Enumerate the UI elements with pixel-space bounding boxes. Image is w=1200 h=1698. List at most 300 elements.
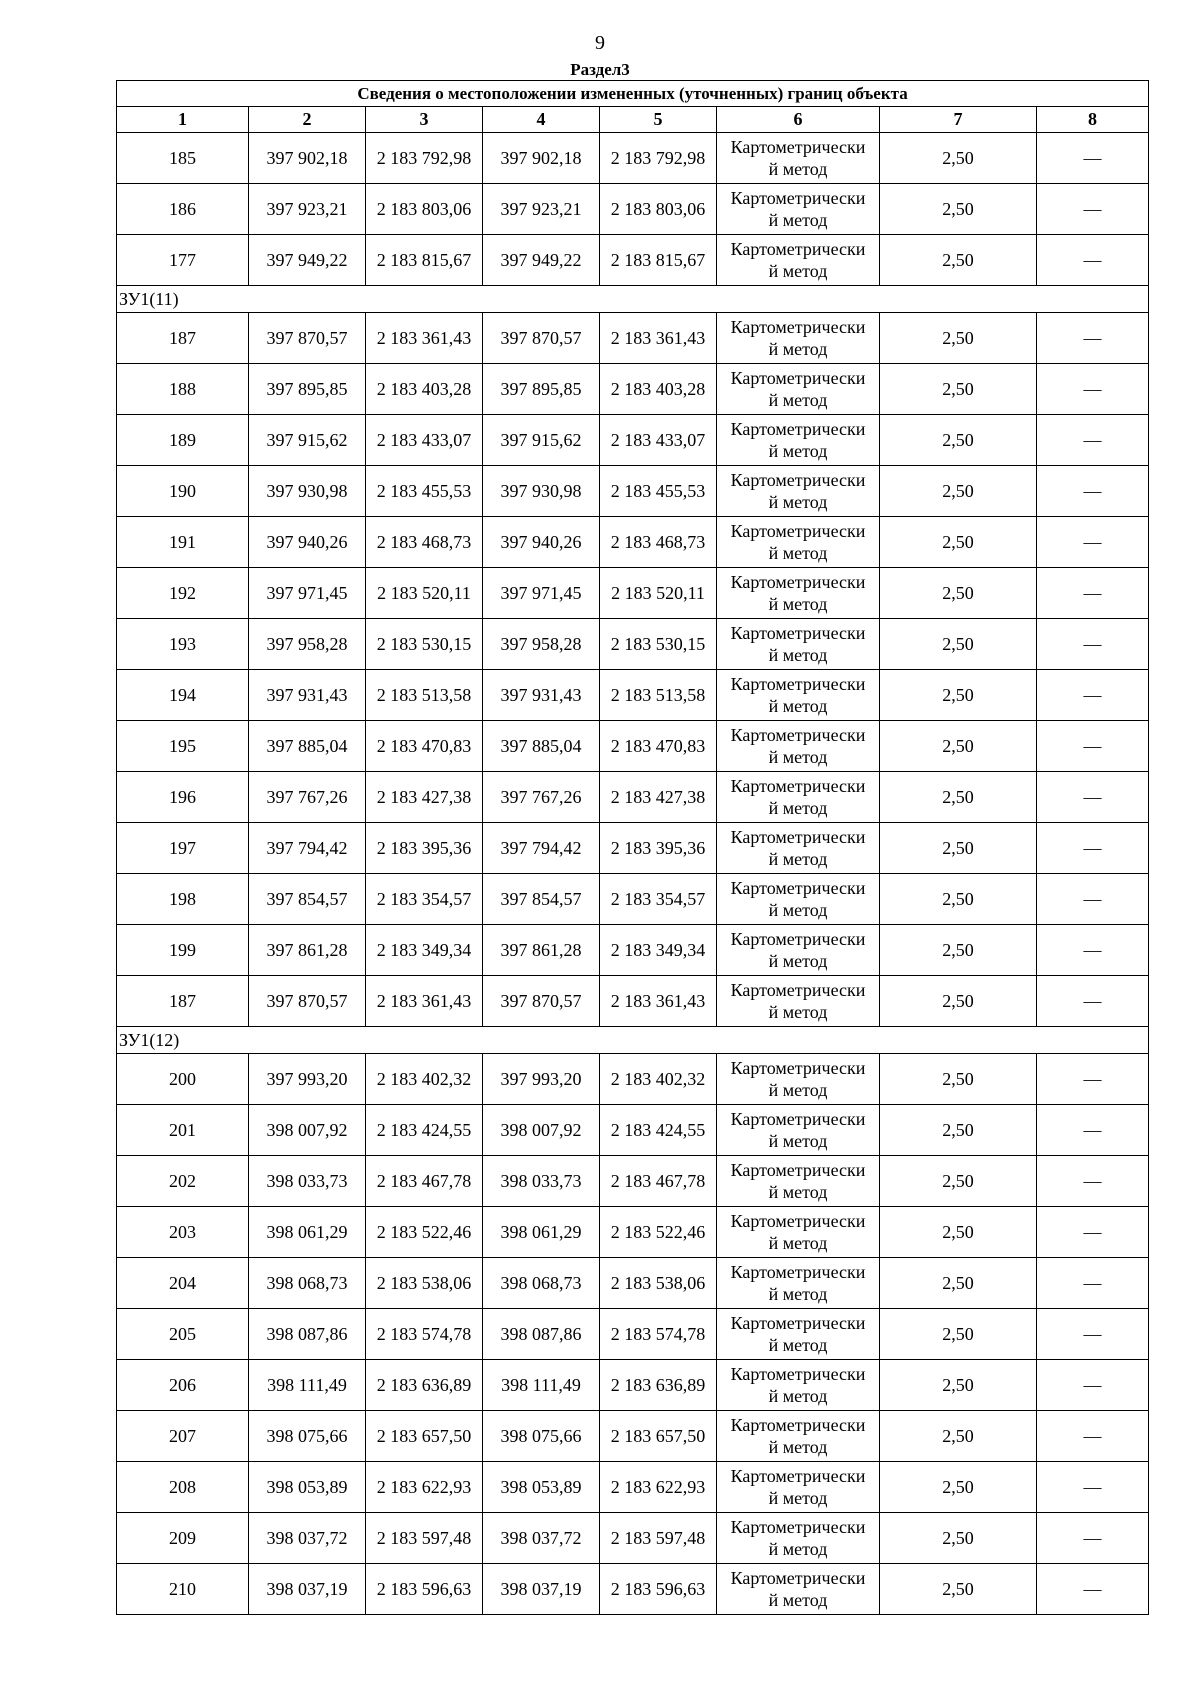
y-coord-cell: 2 183 470,83: [600, 721, 717, 772]
method-cell: [717, 1105, 880, 1156]
method-cell: [717, 1207, 880, 1258]
y-coord-cell: 2 183 636,89: [600, 1360, 717, 1411]
point-number-cell: 185: [117, 133, 249, 184]
method-line: й метод: [768, 390, 828, 410]
method-line: Картометрически: [730, 725, 866, 745]
y-coord-cell: 2 183 467,78: [366, 1156, 483, 1207]
x-coord-cell: 397 861,28: [483, 925, 600, 976]
method-cell: [717, 1411, 880, 1462]
y-coord-cell: 2 183 596,63: [600, 1564, 717, 1615]
method-cell: [717, 133, 880, 184]
method-line: Картометрически: [730, 368, 866, 388]
x-coord-cell: 397 895,85: [483, 364, 600, 415]
method-line: Картометрически: [730, 1466, 866, 1486]
point-number-cell: 195: [117, 721, 249, 772]
method-line: Картометрически: [730, 572, 866, 592]
y-coord-cell: 2 183 361,43: [600, 976, 717, 1027]
y-coord-cell: 2 183 395,36: [366, 823, 483, 874]
y-coord-cell: 2 183 402,32: [600, 1054, 717, 1105]
accuracy-cell: 2,50: [880, 1360, 1037, 1411]
column-header-5: 5: [600, 107, 717, 133]
x-coord-cell: 397 895,85: [249, 364, 366, 415]
x-coord-cell: 397 794,42: [249, 823, 366, 874]
method-line: й метод: [768, 1080, 828, 1100]
accuracy-cell: 2,50: [880, 133, 1037, 184]
y-coord-cell: 2 183 424,55: [600, 1105, 717, 1156]
method-line: Картометрически: [730, 980, 866, 1000]
description-cell: —: [1037, 1564, 1149, 1615]
x-coord-cell: 397 923,21: [483, 184, 600, 235]
point-number-cell: 187: [117, 313, 249, 364]
method-cell: [717, 721, 880, 772]
column-header-6: 6: [717, 107, 880, 133]
x-coord-cell: 398 007,92: [249, 1105, 366, 1156]
table-row: [117, 925, 1149, 976]
y-coord-cell: 2 183 522,46: [366, 1207, 483, 1258]
description-cell: —: [1037, 133, 1149, 184]
y-coord-cell: 2 183 513,58: [600, 670, 717, 721]
group-label: ЗУ1(11): [117, 286, 1149, 313]
description-cell: —: [1037, 1105, 1149, 1156]
method-line: й метод: [768, 441, 828, 461]
point-number-cell: 200: [117, 1054, 249, 1105]
accuracy-cell: 2,50: [880, 313, 1037, 364]
y-coord-cell: 2 183 522,46: [600, 1207, 717, 1258]
point-number-cell: 199: [117, 925, 249, 976]
description-cell: —: [1037, 1309, 1149, 1360]
x-coord-cell: 397 930,98: [249, 466, 366, 517]
method-line: й метод: [768, 1233, 828, 1253]
table-row: [117, 772, 1149, 823]
method-cell: [717, 1309, 880, 1360]
x-coord-cell: 397 993,20: [483, 1054, 600, 1105]
method-line: Картометрически: [730, 239, 866, 259]
method-line: й метод: [768, 1437, 828, 1457]
y-coord-cell: 2 183 622,93: [600, 1462, 717, 1513]
description-cell: —: [1037, 235, 1149, 286]
y-coord-cell: 2 183 455,53: [366, 466, 483, 517]
method-line: й метод: [768, 594, 828, 614]
accuracy-cell: 2,50: [880, 925, 1037, 976]
description-cell: —: [1037, 925, 1149, 976]
method-line: Картометрически: [730, 521, 866, 541]
method-cell: [717, 364, 880, 415]
accuracy-cell: 2,50: [880, 976, 1037, 1027]
boundary-coordinates-table: [116, 80, 1149, 1615]
x-coord-cell: 398 087,86: [483, 1309, 600, 1360]
method-line: Картометрически: [730, 188, 866, 208]
method-cell: [717, 1054, 880, 1105]
x-coord-cell: 398 037,72: [483, 1513, 600, 1564]
accuracy-cell: 2,50: [880, 772, 1037, 823]
group-label-row: [117, 286, 1149, 313]
y-coord-cell: 2 183 361,43: [366, 976, 483, 1027]
point-number-cell: 186: [117, 184, 249, 235]
accuracy-cell: 2,50: [880, 1258, 1037, 1309]
method-line: Картометрически: [730, 419, 866, 439]
y-coord-cell: 2 183 636,89: [366, 1360, 483, 1411]
method-cell: [717, 874, 880, 925]
accuracy-cell: 2,50: [880, 1054, 1037, 1105]
y-coord-cell: 2 183 596,63: [366, 1564, 483, 1615]
method-line: Картометрически: [730, 1109, 866, 1129]
table-row: [117, 1360, 1149, 1411]
accuracy-cell: 2,50: [880, 235, 1037, 286]
method-line: Картометрически: [730, 674, 866, 694]
column-header-row: [117, 107, 1149, 133]
y-coord-cell: 2 183 657,50: [600, 1411, 717, 1462]
point-number-cell: 191: [117, 517, 249, 568]
y-coord-cell: 2 183 597,48: [366, 1513, 483, 1564]
table-row: [117, 1258, 1149, 1309]
table-row: [117, 670, 1149, 721]
y-coord-cell: 2 183 657,50: [366, 1411, 483, 1462]
y-coord-cell: 2 183 427,38: [600, 772, 717, 823]
accuracy-cell: 2,50: [880, 415, 1037, 466]
method-line: Картометрически: [730, 929, 866, 949]
table-row: [117, 364, 1149, 415]
section-title: Раздел3: [570, 60, 630, 79]
group-label: ЗУ1(12): [117, 1027, 1149, 1054]
x-coord-cell: 397 940,26: [483, 517, 600, 568]
x-coord-cell: 397 870,57: [249, 313, 366, 364]
table-row: [117, 466, 1149, 517]
column-header-2: 2: [249, 107, 366, 133]
method-line: й метод: [768, 261, 828, 281]
x-coord-cell: 398 037,19: [483, 1564, 600, 1615]
method-cell: [717, 235, 880, 286]
description-cell: —: [1037, 313, 1149, 364]
y-coord-cell: 2 183 597,48: [600, 1513, 717, 1564]
table-row: [117, 1207, 1149, 1258]
method-line: Картометрически: [730, 827, 866, 847]
y-coord-cell: 2 183 361,43: [366, 313, 483, 364]
x-coord-cell: 398 087,86: [249, 1309, 366, 1360]
method-cell: [717, 568, 880, 619]
table-row: [117, 1411, 1149, 1462]
table-caption: Сведения о местоположении измененных (уточненных) границ объекта: [117, 81, 1149, 107]
x-coord-cell: 397 870,57: [483, 976, 600, 1027]
x-coord-cell: 397 854,57: [483, 874, 600, 925]
point-number-cell: 209: [117, 1513, 249, 1564]
method-cell: [717, 1360, 880, 1411]
point-number-cell: 204: [117, 1258, 249, 1309]
table-row: [117, 721, 1149, 772]
description-cell: —: [1037, 976, 1149, 1027]
x-coord-cell: 397 958,28: [249, 619, 366, 670]
table-row: [117, 313, 1149, 364]
y-coord-cell: 2 183 354,57: [600, 874, 717, 925]
table-row: [117, 415, 1149, 466]
method-line: Картометрически: [730, 1160, 866, 1180]
method-line: й метод: [768, 645, 828, 665]
x-coord-cell: 398 033,73: [249, 1156, 366, 1207]
point-number-cell: 210: [117, 1564, 249, 1615]
y-coord-cell: 2 183 538,06: [366, 1258, 483, 1309]
x-coord-cell: 398 068,73: [483, 1258, 600, 1309]
method-line: Картометрически: [730, 1517, 866, 1537]
method-cell: [717, 313, 880, 364]
point-number-cell: 192: [117, 568, 249, 619]
y-coord-cell: 2 183 403,28: [366, 364, 483, 415]
y-coord-cell: 2 183 433,07: [600, 415, 717, 466]
x-coord-cell: 397 902,18: [483, 133, 600, 184]
x-coord-cell: 397 930,98: [483, 466, 600, 517]
method-line: й метод: [768, 951, 828, 971]
column-header-1: 1: [117, 107, 249, 133]
point-number-cell: 201: [117, 1105, 249, 1156]
accuracy-cell: 2,50: [880, 1156, 1037, 1207]
description-cell: —: [1037, 721, 1149, 772]
method-line: Картометрически: [730, 317, 866, 337]
method-line: Картометрически: [730, 1058, 866, 1078]
method-cell: [717, 466, 880, 517]
x-coord-cell: 397 885,04: [249, 721, 366, 772]
method-line: й метод: [768, 1131, 828, 1151]
description-cell: —: [1037, 619, 1149, 670]
method-cell: [717, 184, 880, 235]
method-line: й метод: [768, 900, 828, 920]
x-coord-cell: 397 949,22: [249, 235, 366, 286]
point-number-cell: 190: [117, 466, 249, 517]
accuracy-cell: 2,50: [880, 823, 1037, 874]
method-cell: [717, 619, 880, 670]
accuracy-cell: 2,50: [880, 670, 1037, 721]
x-coord-cell: 397 923,21: [249, 184, 366, 235]
method-cell: [717, 925, 880, 976]
y-coord-cell: 2 183 530,15: [600, 619, 717, 670]
x-coord-cell: 397 949,22: [483, 235, 600, 286]
table-row: [117, 1462, 1149, 1513]
method-line: й метод: [768, 1182, 828, 1202]
point-number-cell: 196: [117, 772, 249, 823]
description-cell: —: [1037, 1207, 1149, 1258]
x-coord-cell: 397 931,43: [483, 670, 600, 721]
method-line: Картометрически: [730, 623, 866, 643]
method-cell: [717, 1564, 880, 1615]
method-cell: [717, 772, 880, 823]
x-coord-cell: 397 767,26: [249, 772, 366, 823]
description-cell: —: [1037, 568, 1149, 619]
accuracy-cell: 2,50: [880, 1462, 1037, 1513]
x-coord-cell: 397 870,57: [483, 313, 600, 364]
x-coord-cell: 398 053,89: [483, 1462, 600, 1513]
y-coord-cell: 2 183 427,38: [366, 772, 483, 823]
method-cell: [717, 1258, 880, 1309]
description-cell: —: [1037, 1258, 1149, 1309]
x-coord-cell: 398 075,66: [483, 1411, 600, 1462]
y-coord-cell: 2 183 470,83: [366, 721, 483, 772]
method-cell: [717, 415, 880, 466]
method-line: й метод: [768, 1590, 828, 1610]
method-cell: [717, 1513, 880, 1564]
x-coord-cell: 397 971,45: [483, 568, 600, 619]
y-coord-cell: 2 183 395,36: [600, 823, 717, 874]
point-number-cell: 207: [117, 1411, 249, 1462]
description-cell: —: [1037, 466, 1149, 517]
y-coord-cell: 2 183 815,67: [366, 235, 483, 286]
method-line: й метод: [768, 798, 828, 818]
point-number-cell: 193: [117, 619, 249, 670]
table-body: [117, 133, 1149, 1615]
x-coord-cell: 398 075,66: [249, 1411, 366, 1462]
method-line: Картометрически: [730, 1568, 866, 1588]
y-coord-cell: 2 183 513,58: [366, 670, 483, 721]
point-number-cell: 198: [117, 874, 249, 925]
y-coord-cell: 2 183 530,15: [366, 619, 483, 670]
point-number-cell: 205: [117, 1309, 249, 1360]
y-coord-cell: 2 183 520,11: [366, 568, 483, 619]
point-number-cell: 187: [117, 976, 249, 1027]
y-coord-cell: 2 183 455,53: [600, 466, 717, 517]
table-row: [117, 823, 1149, 874]
y-coord-cell: 2 183 361,43: [600, 313, 717, 364]
y-coord-cell: 2 183 803,06: [366, 184, 483, 235]
method-line: Картометрически: [730, 1313, 866, 1333]
y-coord-cell: 2 183 467,78: [600, 1156, 717, 1207]
point-number-cell: 188: [117, 364, 249, 415]
method-line: й метод: [768, 1386, 828, 1406]
y-coord-cell: 2 183 792,98: [600, 133, 717, 184]
x-coord-cell: 398 037,19: [249, 1564, 366, 1615]
description-cell: —: [1037, 364, 1149, 415]
x-coord-cell: 398 037,72: [249, 1513, 366, 1564]
method-line: Картометрически: [730, 878, 866, 898]
method-line: Картометрически: [730, 137, 866, 157]
point-number-cell: 177: [117, 235, 249, 286]
method-line: Картометрически: [730, 776, 866, 796]
method-line: й метод: [768, 543, 828, 563]
x-coord-cell: 398 053,89: [249, 1462, 366, 1513]
x-coord-cell: 398 111,49: [483, 1360, 600, 1411]
y-coord-cell: 2 183 424,55: [366, 1105, 483, 1156]
method-line: й метод: [768, 1002, 828, 1022]
x-coord-cell: 397 931,43: [249, 670, 366, 721]
description-cell: —: [1037, 1462, 1149, 1513]
description-cell: —: [1037, 1156, 1149, 1207]
method-line: й метод: [768, 210, 828, 230]
accuracy-cell: 2,50: [880, 1309, 1037, 1360]
x-coord-cell: 397 915,62: [483, 415, 600, 466]
column-header-3: 3: [366, 107, 483, 133]
description-cell: —: [1037, 184, 1149, 235]
y-coord-cell: 2 183 622,93: [366, 1462, 483, 1513]
accuracy-cell: 2,50: [880, 1513, 1037, 1564]
description-cell: —: [1037, 415, 1149, 466]
x-coord-cell: 397 902,18: [249, 133, 366, 184]
point-number-cell: 203: [117, 1207, 249, 1258]
y-coord-cell: 2 183 403,28: [600, 364, 717, 415]
description-cell: —: [1037, 1513, 1149, 1564]
accuracy-cell: 2,50: [880, 184, 1037, 235]
y-coord-cell: 2 183 574,78: [366, 1309, 483, 1360]
x-coord-cell: 398 061,29: [249, 1207, 366, 1258]
x-coord-cell: 398 111,49: [249, 1360, 366, 1411]
description-cell: —: [1037, 670, 1149, 721]
description-cell: —: [1037, 772, 1149, 823]
table-row: [117, 619, 1149, 670]
x-coord-cell: 398 033,73: [483, 1156, 600, 1207]
y-coord-cell: 2 183 792,98: [366, 133, 483, 184]
accuracy-cell: 2,50: [880, 1564, 1037, 1615]
y-coord-cell: 2 183 354,57: [366, 874, 483, 925]
method-line: Картометрически: [730, 1262, 866, 1282]
accuracy-cell: 2,50: [880, 1207, 1037, 1258]
x-coord-cell: 397 940,26: [249, 517, 366, 568]
x-coord-cell: 398 061,29: [483, 1207, 600, 1258]
accuracy-cell: 2,50: [880, 1105, 1037, 1156]
method-line: й метод: [768, 339, 828, 359]
x-coord-cell: 397 767,26: [483, 772, 600, 823]
page-number: 9: [595, 32, 605, 54]
accuracy-cell: 2,50: [880, 874, 1037, 925]
accuracy-cell: 2,50: [880, 1411, 1037, 1462]
point-number-cell: 206: [117, 1360, 249, 1411]
method-line: Картометрически: [730, 470, 866, 490]
method-line: Картометрически: [730, 1211, 866, 1231]
method-line: й метод: [768, 159, 828, 179]
point-number-cell: 197: [117, 823, 249, 874]
table-row: [117, 517, 1149, 568]
column-header-4: 4: [483, 107, 600, 133]
y-coord-cell: 2 183 349,34: [366, 925, 483, 976]
description-cell: —: [1037, 1054, 1149, 1105]
method-cell: [717, 823, 880, 874]
accuracy-cell: 2,50: [880, 364, 1037, 415]
method-cell: [717, 670, 880, 721]
table-row: [117, 133, 1149, 184]
column-header-7: 7: [880, 107, 1037, 133]
method-line: й метод: [768, 747, 828, 767]
y-coord-cell: 2 183 468,73: [366, 517, 483, 568]
x-coord-cell: 398 007,92: [483, 1105, 600, 1156]
method-line: Картометрически: [730, 1415, 866, 1435]
point-number-cell: 194: [117, 670, 249, 721]
accuracy-cell: 2,50: [880, 466, 1037, 517]
table-row: [117, 235, 1149, 286]
x-coord-cell: 397 870,57: [249, 976, 366, 1027]
accuracy-cell: 2,50: [880, 619, 1037, 670]
y-coord-cell: 2 183 349,34: [600, 925, 717, 976]
y-coord-cell: 2 183 815,67: [600, 235, 717, 286]
x-coord-cell: 397 915,62: [249, 415, 366, 466]
x-coord-cell: 397 861,28: [249, 925, 366, 976]
description-cell: —: [1037, 1360, 1149, 1411]
y-coord-cell: 2 183 433,07: [366, 415, 483, 466]
description-cell: —: [1037, 1411, 1149, 1462]
y-coord-cell: 2 183 574,78: [600, 1309, 717, 1360]
x-coord-cell: 398 068,73: [249, 1258, 366, 1309]
y-coord-cell: 2 183 402,32: [366, 1054, 483, 1105]
table-row: [117, 874, 1149, 925]
x-coord-cell: 397 993,20: [249, 1054, 366, 1105]
method-cell: [717, 517, 880, 568]
method-cell: [717, 1156, 880, 1207]
table-row: [117, 1513, 1149, 1564]
accuracy-cell: 2,50: [880, 721, 1037, 772]
group-label-row: [117, 1027, 1149, 1054]
accuracy-cell: 2,50: [880, 517, 1037, 568]
method-cell: [717, 976, 880, 1027]
point-number-cell: 189: [117, 415, 249, 466]
point-number-cell: 208: [117, 1462, 249, 1513]
table-row: [117, 568, 1149, 619]
method-line: й метод: [768, 696, 828, 716]
y-coord-cell: 2 183 538,06: [600, 1258, 717, 1309]
method-cell: [717, 1462, 880, 1513]
description-cell: —: [1037, 874, 1149, 925]
x-coord-cell: 397 958,28: [483, 619, 600, 670]
